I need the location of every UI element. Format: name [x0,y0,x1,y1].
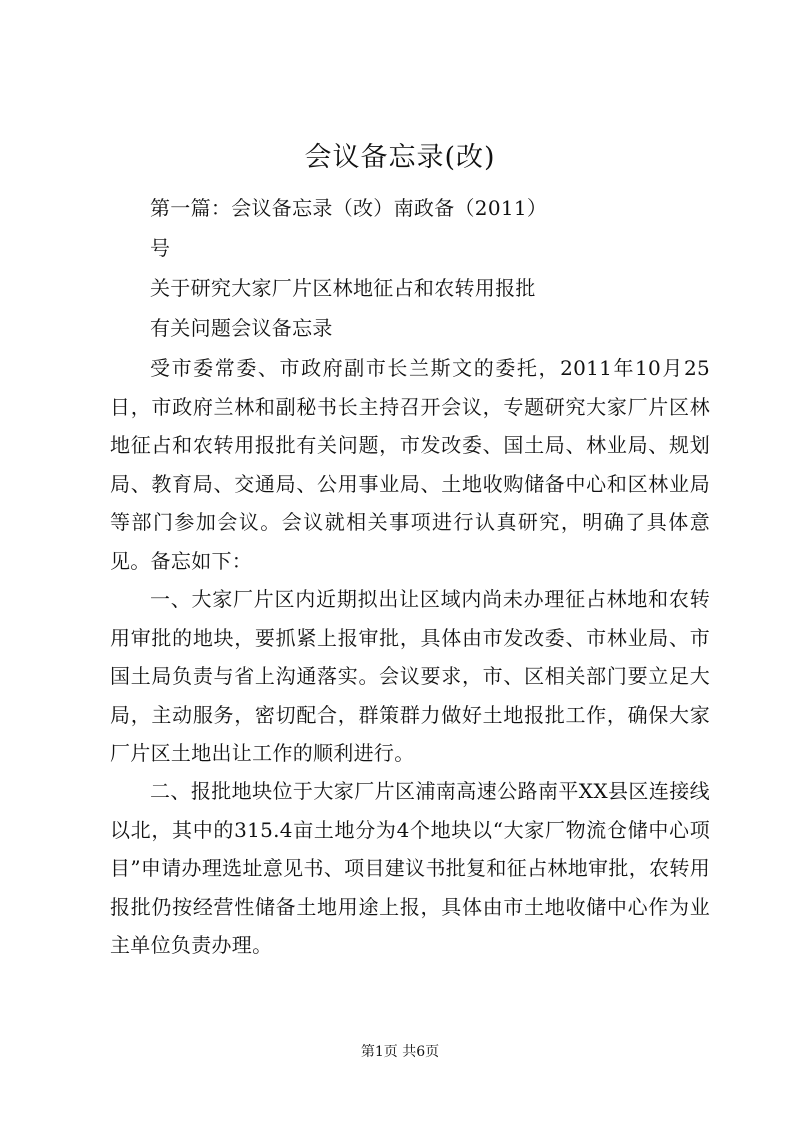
heading-line-1: 第一篇：会议备忘录（改）南政备（2011） [150,196,548,220]
heading-line-3: 关于研究大家厂片区林地征占和农转用报批 [150,276,536,300]
document-title: 会议备忘录(改) [304,142,496,173]
heading-line-2: 号 [150,236,171,260]
page-footer: 第1页 共6页 [360,1044,440,1060]
body-paragraph-2: 一、大家厂片区内近期拟出让区域内尚未办理征占林地和农转用审批的地块，要抓紧上报审批，具体由市发改委、市林业局、市国土局负责与省上沟通落实。会议要求，市、区相关部门要立足大局，主动服务，密切配合，群策群力做好土地报批工作，确保大家厂片区土地出让工作的顺利进行。 [110,587,710,765]
heading-line-4: 有关问题会议备忘录 [150,316,333,340]
body-paragraph-3: 二、报批地块位于大家厂片区浦南高速公路南平XX县区连接线以北，其中的315.4亩土地分为4个地块以“大家厂物流仓储中心项目”申请办理选址意见书、项目建议书批复和征占林地审批，农转用报批仍按经营性储备土地用途上报，具体由市土地收储中心作为业主单位负责办理。 [110,779,710,957]
body-paragraph-1: 受市委常委、市政府副市长兰斯文的委托，2011年10月25日，市政府兰林和副秘书长主持召开会议，专题研究大家厂片区林地征占和农转用报批有关问题，市发改委、国土局、林业局、规划局、教育局、交通局、公用事业局、土地收购储备中心和区林业局等部门参加会议。会议就相关事项进行认真研究，明确了具体意见。备忘如下： [110,356,710,573]
